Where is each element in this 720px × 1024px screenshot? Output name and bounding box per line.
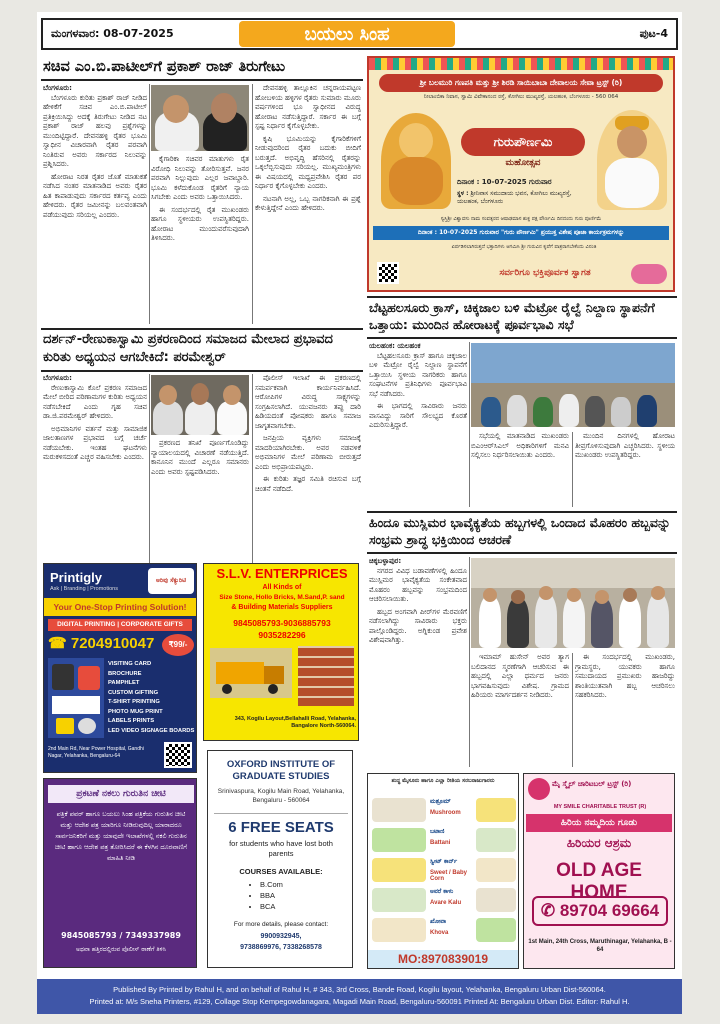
service-item: PAMPHLET: [108, 680, 140, 686]
notice-phones: 9845085793 / 7349337989: [61, 931, 181, 940]
course-item: • BBA: [260, 890, 320, 901]
notice-box: [43, 778, 197, 968]
product-image: [476, 798, 516, 822]
article-3-body-col-2: ಸಭೆಯಲ್ಲಿ ಮಾತನಾಡಿದ ಮುಖಂಡರು ಬಿಎಂಆರ್‌ಸಿಎಲ್ ಅಧಿಕಾರಿಗಳಿಗೆ ಮನವಿ ಸಲ್ಲಿಸಲು ನಿರ್ಧರಿಸಲಾಯಿತು ಎಂದರು.: [471, 432, 569, 459]
slv-line2: Size Stone, Hollo Bricks, M.Sand,P. sand: [219, 594, 345, 601]
event-banner: ದಿನಾಂಕ : 10-07-2025 ಗುರುವಾರ "ಗುರು ಪೌರ್ಣಮಿ" ಪ್ರಯುಕ್ತ ವಿಶೇಷ ಪೂಜಾ ಕಾರ್ಯಕ್ರಮಗಳನ್ನು: [373, 226, 669, 240]
article-4-body-col-3: ಈ ಸಂದರ್ಭದಲ್ಲಿ ಮುಖಂಡರು, ಗ್ರಾಮಸ್ಥರು, ಯುವಕರು ಹಾಗೂ ಸಮುದಾಯದ ಪ್ರಮುಖರು ಹಾಜರಿದ್ದು ಶಾಂತಿಯುತವಾಗಿ ಹಬ್ಬ ಆಚರಿಸಲು ಸಹಕರಿಸಿದರು.: [575, 653, 675, 699]
product-name-kannada: ಮಶ್ರೂಮ್: [430, 798, 451, 805]
printigly-sub: DIGITAL PRINTING | CORPORATE GIFTS: [48, 619, 192, 631]
article-3-body-col-3: ಮುಂದಿನ ದಿನಗಳಲ್ಲಿ ಹೋರಾಟ ತೀವ್ರಗೊಳಿಸುವುದಾಗಿ ಎಚ್ಚರಿಸಿದರು. ಸ್ಥಳೀಯ ಮುಖಂಡರು ಉಪಸ್ಥಿತರಿದ್ದರು.: [575, 432, 675, 459]
gurupurnima-badge: ಗುರುಪೌರ್ಣಮಿ: [461, 128, 585, 156]
newspaper-page: [37, 12, 682, 1014]
newspaper-title: ಬಯಲು ಸಿಂಹ: [239, 21, 455, 47]
printigly-ad: [43, 563, 197, 773]
service-item: BROCHURE: [108, 670, 142, 677]
imprint-footer: [37, 979, 682, 1014]
oxford-phone2: 9738869976, 7338268578: [240, 944, 322, 951]
slv-enterprises-ad: [203, 563, 359, 741]
oxford-ad: [207, 750, 353, 968]
product-image: [372, 888, 426, 912]
dairy-product-row: [372, 826, 516, 854]
dairy-product-row: [372, 886, 516, 914]
old-age-phone: [532, 896, 668, 926]
truck-icon: [210, 648, 292, 698]
printigly-phone: [48, 634, 154, 652]
article-1-headline: ಸಚಿವ ಎಂ.ಬಿ.ಪಾಟೀಲ್‌ಗೆ ಪ್ರಕಾಶ್ ರಾಜ್ ತಿರುಗೇಟು: [43, 59, 286, 75]
divider: [41, 79, 363, 81]
course-item: • B.Com: [260, 879, 320, 890]
product-image: [476, 858, 516, 882]
dairy-products-ad: [367, 773, 519, 969]
slv-name: S.L.V. ENTERPRICES: [216, 566, 348, 581]
dairy-phone: MO:8970839019: [368, 950, 518, 968]
old-age-home-title: OLD AGE HOME: [556, 860, 642, 903]
printigly-brand: Printigly: [50, 570, 103, 585]
old-age-address: 1st Main, 24th Cross, Maruthinagar, Yelahanka, B - 64: [528, 939, 672, 953]
trust-name: ಶ್ರೀ ಬಲಮುರಿ ಗಣಪತಿ ಮತ್ತು ಶ್ರೀ ಶಿರಡಿ ಸಾಯಿಬಾಬಾ ದೇವಾಲಯ ಸೇವಾ ಟ್ರಸ್ಟ್ (ರಿ): [379, 74, 663, 92]
badge-subtitle: ಮಹೋತ್ಸವ: [505, 158, 541, 168]
page-number: ಪುಟ-4: [639, 27, 668, 40]
phone-icon: ☎: [48, 635, 67, 652]
free-seats: 6 FREE SEATS: [228, 819, 334, 836]
oxford-name: OXFORD INSTITUTE OF GRADUATE STUDIES: [226, 759, 336, 782]
footer-line-2: Printed at: M/s Sneha Printers, #129, Collage Stop Kempegowdanagara, Magadi Main Road, Bengaluru-560091 Printed At: Bengaluru Urban Dist. Editor: Rahul H.: [89, 997, 630, 1006]
product-image: [372, 828, 426, 852]
article-3-headline: ಬೆಟ್ಟಹಲಸೂರು ಕ್ರಾಸ್, ಚಿಕ್ಕಜಾಲ ಬಳಿ ಮೆಟ್ರೋ ರೈಲ್ವೆ ನಿಲ್ದಾಣ ಸ್ಥಾಪನೆಗೆ ಒತ್ತಾಯ: ಮುಂದಿನ ಹೋರಾಟಕ್ಕೆ ಪೂರ್ವಭಾವಿ ಸಭೆ: [369, 300, 655, 332]
flowers-icon: [631, 264, 667, 284]
event-venue: [457, 190, 591, 206]
article-4-headline: ಹಿಂದೂ ಮುಸ್ಲಿಮರ ಭಾವೈಕ್ಯತೆಯ ಹಬ್ಬಗಳಲ್ಲಿ ಒಂದಾದ ಮೊಹರಂ ಹಬ್ಬವನ್ನು ಸಂಭ್ರಮ ಶ್ರಾದ್ಧ ಭಕ್ತಿಯಿಂದ ಆಚರಣೆ: [369, 515, 671, 547]
service-item: T-SHIRT PRINTING: [108, 699, 160, 705]
product-image: [372, 858, 426, 882]
article-2-headline: ದರ್ಶನ್-ರೇಣುಕಾಸ್ವಾಮಿ ಪ್ರಕರಣದಿಂದ ಸಮಾಜದ ಮೇಲಾದ ಪ್ರಭಾವದ ಕುರಿತು ಅಧ್ಯಯನ ಆಗಬೇಕಿದೆ: ಪರಮೇಶ್ವರ್: [43, 332, 333, 365]
product-name-kannada: ಅವರೆ ಕಾಳು: [430, 888, 454, 895]
product-image: [476, 918, 516, 942]
phone-number: 7204910047: [70, 635, 155, 652]
phone-icon: ✆: [540, 901, 556, 920]
article-2-body-col-1: ಬೆಂಗಳೂರು: ರೇಣುಕಾಸ್ವಾಮಿ ಕೊಲೆ ಪ್ರಕರಣ ಸಮಾಜದ ಮೇಲೆ ಬೀರಿದ ಪರಿಣಾಮಗಳ ಕುರಿತು ಅಧ್ಯಯನ ನಡೆಸಬೇಕಿದೆ ಎಂದು ಗೃಹ ಸಚಿವ ಡಾ.ಜಿ.ಪರಮೇಶ್ವರ್ ಹೇಳಿದರು. ಅಭಿಮಾನಿಗಳ ವರ್ತನೆ ಮತ್ತು ಸಾಮಾಜಿಕ ಜಾಲತಾಣಗಳ ಪ್ರಭಾವದ ಬಗ್ಗೆ ಚರ್ಚೆ ನಡೆಯಬೇಕು. ಇಂತಹ ಘಟನೆಗಳು ಮರುಕಳಿಸದಂತೆ ಎಚ್ಚರ ವಹಿಸಬೇಕು ಎಂದರು.: [43, 374, 147, 461]
product-image: [476, 828, 516, 852]
ad-invite-text: ಏರ್ಪಡಿಸಲಾಗಿರುತ್ತದೆ ಭಕ್ತಾದಿಗಳು ಆಗಮಿಸಿ ಶ್ರೀ ಗುರುವಿನ ಕೃಪೆಗೆ ಪಾತ್ರರಾಗಬೇಕೆಂದು ವಿನಂತಿ: [451, 244, 597, 250]
gurupurnima-ad: [367, 56, 675, 292]
article-4-body-col-1: ಚಿಕ್ಕಬಳ್ಳಾಪುರ: ನಗರದ ವಿವಿಧ ಬಡಾವಣೆಗಳಲ್ಲಿ ಹಿಂದೂ ಮುಸ್ಲಿಮರ ಭಾವೈಕ್ಯತೆಯ ಸಂಕೇತವಾದ ಮೊಹರಂ ಹಬ್ಬವನ್ನು ಸಂಭ್ರಮದಿಂದ ಆಚರಿಸಲಾಯಿತು. ಹಬ್ಬದ ಅಂಗವಾಗಿ ಪೀರ್‌ಗಳ ಮೆರವಣಿಗೆ ನಡೆಸಲಾಗಿದ್ದು ಸಾವಿರಾರು ಭಕ್ತರು ಪಾಲ್ಗೊಂಡಿದ್ದರು. ಅಗ್ನಿಕುಂಡ ಪ್ರವೇಶ ವಿಶೇಷವಾಗಿತ್ತು.: [369, 557, 467, 644]
partner-logo: ಅರಿವು ಸೆಕ್ಯುರಿಟಿ: [148, 568, 194, 594]
article-2-body-col-3: ಪೊಲೀಸ್ ಇಲಾಖೆ ಈ ಪ್ರಕರಣದಲ್ಲಿ ಸಮರ್ಪಕವಾಗಿ ಕಾರ್ಯನಿರ್ವಹಿಸಿದೆ. ಆರೋಪಿಗಳ ವಿರುದ್ಧ ಸಾಕ್ಷ್ಯಗಳನ್ನು ಸಂಗ್ರಹಿಸಲಾಗಿದೆ. ಯುವಜನರು ತಪ್ಪು ದಾರಿ ಹಿಡಿಯದಂತೆ ಪೋಷಕರು ಹಾಗೂ ಸಮಾಜ ಜಾಗೃತವಾಗಬೇಕು. ಜನಪ್ರಿಯ ವ್ಯಕ್ತಿಗಳು ಸಮಾಜಕ್ಕೆ ಮಾದರಿಯಾಗಿರಬೇಕು. ಅವರ ನಡವಳಿಕೆ ಅಭಿಮಾನಿಗಳ ಮೇಲೆ ಪರಿಣಾಮ ಬೀರುತ್ತದೆ ಎಂದು ಅಭಿಪ್ರಾಯಪಟ್ಟರು. ಈ ಕುರಿತು ತಜ್ಞರ ಸಮಿತಿ ರಚಿಸುವ ಬಗ್ಗೆ ಚಿಂತನೆ ನಡೆದಿದೆ.: [255, 374, 361, 493]
course-list: [260, 879, 320, 912]
product-name-kannada: ಖೋವಾ: [430, 918, 447, 925]
oxford-address: Srinivaspura, Kogilu Main Road, Yelahanka, Bengaluru - 560064: [217, 788, 345, 804]
slv-address: 343, Kogilu Layout,Bellahalli Road, Yelahanka, Bangalore North-560064.: [234, 716, 356, 729]
slv-line3: & Building Materials Suppliers: [231, 604, 333, 611]
notice-title: ಪ್ರಕಟಣೆ ನಕಲು ಗುರುತಿನ ಚೀಟಿ: [48, 785, 194, 803]
printed-products-icon: [48, 658, 104, 738]
welcome-text: ಸರ್ವರಿಗೂ ಭಕ್ತಿಪೂರ್ವಕ ಸ್ವಾಗತ: [499, 268, 591, 278]
product-name-english: Sweet / Baby Corn: [430, 870, 468, 882]
qr-code-icon: [377, 262, 399, 284]
product-name-kannada: ಬಟಾಣಿ: [430, 828, 445, 835]
printigly-headline: Your One-Stop Printing Solution!: [44, 598, 196, 616]
product-name-kannada: ಸ್ವೀಟ್ ಕಾರ್ನ್: [430, 858, 458, 865]
service-item: CUSTOM GIFTING: [108, 689, 159, 696]
prakash-raj-photo: [151, 85, 249, 151]
notice-body: ಪತ್ರಿಕೆ ಪವರ್ ಹಾಗೂ ಬಯಲು ಸಿಂಹ ಪತ್ರಿಕೆಯ ಗುರುತಿನ ಚೀಟಿ ಮತ್ತು ಆದೇಶ ಪತ್ರ ಯಾರಿಗೂ ನೀಡಿರುವುದಿಲ್ಲ ಯಾರಾದರೂ ಸಾರ್ವಜನಿಕರಿಗೆ ಮತ್ತು ಯಾವುದೇ ಇಲಾಖೆಗಳಲ್ಲಿ ನಕಲಿ ಗುರುತಿನ ಚೀಟಿ ಹಾಗೂ ಆದೇಶ ಪತ್ರ ತೋರಿಸಿದರೆ ಈ ಕೆಳಗಿನ ದೂರವಾಣಿಗೆ ಮಾಹಿತಿ ನೀಡಿ: [54, 810, 188, 862]
product-image: [476, 888, 516, 912]
article-3-body-col-1: ಯಲಹಂಕ: ಯಲಹಂಕ ಬೆಟ್ಟಹಲಸೂರು ಕ್ರಾಸ್ ಹಾಗೂ ಚಿಕ್ಕಜಾಲ ಬಳಿ ಮೆಟ್ರೋ ರೈಲ್ವೆ ನಿಲ್ದಾಣ ಸ್ಥಾಪನೆಗೆ ಒತ್ತಾಯಿಸಿ ಸ್ಥಳೀಯ ನಾಗರಿಕರು ಹಾಗೂ ಸಂಘಟನೆಗಳ ಪ್ರತಿನಿಧಿಗಳು ಪೂರ್ವಭಾವಿ ಸಭೆ ನಡೆಸಿದರು. ಈ ಭಾಗದಲ್ಲಿ ಸಾವಿರಾರು ಜನರು ವಾಸವಿದ್ದು ಸಾರಿಗೆ ಸೌಲಭ್ಯದ ಕೊರತೆ ಎದುರಿಸುತ್ತಿದ್ದಾರೆ.: [369, 342, 467, 429]
masthead: [41, 18, 678, 50]
trust-name-english: MY SMILE CHARITABLE TRUST (R): [553, 804, 647, 810]
venue-text: ಶ್ರೀನಿವಾಸ ಸಮುದಾಯ ಭವನ, ಕೋಗಿಲು ಮುಖ್ಯರಸ್ತೆ, ಯಲಹಂಕ, ಬೆಂಗಳೂರು: [457, 190, 572, 205]
dairy-product-row: [372, 916, 516, 944]
service-item: LABELS PRINTS: [108, 718, 155, 724]
article-1-body-col-1: ಬೆಂಗಳೂರು: ಬೆಂಗಳೂರು ಕುರಿತು ಪ್ರಕಾಶ್ ರಾಜ್ ನೀಡಿದ ಹೇಳಿಕೆಗೆ ಸಚಿವ ಎಂ.ಬಿ.ಪಾಟೀಲ್ ಪ್ರತಿಕ್ರಿಯಿಸಿದ್ದು ಅದಕ್ಕೆ ತಿರುಗೇಟು ನೀಡಿದ ನಟ ಪ್ರಕಾಶ್ ರಾಜ್ ಹಲವು ಪ್ರಶ್ನೆಗಳನ್ನು ಮುಂದಿಟ್ಟಿದ್ದಾರೆ. ದೇವನಹಳ್ಳಿ ರೈತರ ಭೂಮಿ ಸ್ವಾಧೀನ ವಿಚಾರವಾಗಿ ರೈತರ ಪರವಾಗಿ ನಿಂತಿರುವ ಅವರು ಸರ್ಕಾರದ ನಿಲುವನ್ನು ಪ್ರಶ್ನಿಸಿದರು. ಹೋರಾಟ ನಿರತ ರೈತರ ಜೊತೆ ಮಾತುಕತೆ ನಡೆಸಿದ ನಂತರ ಮಾತನಾಡಿದ ಅವರು ರೈತರ ಹಿತ ಕಾಪಾಡುವುದು ಸರ್ಕಾರದ ಕರ್ತವ್ಯ ಎಂದು ಹೇಳಿದರು. ರೈತರ ಜಮೀನನ್ನು ಬಲವಂತವಾಗಿ ಪಡೆಯುವುದು ಸರಿಯಲ್ಲ ಎಂದರು.: [43, 84, 147, 219]
product-name-english: Khova: [430, 930, 449, 936]
event-date: ದಿನಾಂಕ : 10-07-2025 ಗುರುವಾರ: [457, 178, 552, 186]
dateline: ಬೆಂಗಳೂರು:: [43, 374, 72, 382]
dairy-product-row: [372, 796, 516, 824]
slv-phone2: 9035282296: [258, 630, 306, 640]
article-4-body-col-2: ಇಮಾಮ್ ಹುಸೇನ್ ಅವರ ತ್ಯಾಗ ಬಲಿದಾನದ ಸ್ಮರಣೆಗಾಗಿ ಆಚರಿಸುವ ಈ ಹಬ್ಬದಲ್ಲಿ ಎಲ್ಲಾ ಧರ್ಮದ ಜನರು ಭಾಗವಹಿಸುವುದು ವಿಶೇಷ. ಗ್ರಾಮದ ಹಿರಿಯರು ಮಾರ್ಗದರ್ಶನ ನೀಡಿದರು.: [471, 653, 569, 699]
footer-line-1: Published By Printed by Rahul H, and on behalf of Rahul H, # 343, 3rd Cross, Bande Road, Kogilu layout, Yelahanka, Bengaluru Urban Dist-560064.: [113, 985, 606, 994]
trust-name-kannada: ಮೈ ಸ್ಮೈಲ್ ಚಾರಿಟಬಲ್ ಟ್ರಸ್ಟ್ (ರಿ): [552, 780, 632, 788]
product-image: [372, 918, 426, 942]
seats-subtitle: for students who have lost both parents: [229, 839, 333, 858]
trust-address: ನೀಲಾಂಬಿಕಾ ನಿವಾಸ, ಸ್ವಾಮಿ ವಿವೇಕಾನಂದ ರಸ್ತೆ, ಕೋಗಿಲು ಮುಖ್ಯರಸ್ತೆ, ಯಲಹಂಕ, ಬೆಂಗಳೂರು - 560 064: [423, 94, 619, 100]
printigly-address: 2nd Main Rd, Near Power Hospital, Gandhi Nagar, Yelahanka, Bengaluru-64: [48, 746, 144, 759]
kannada-subtitle: ಹಿರಿಯರ ಆಶ್ರಮ: [566, 836, 632, 850]
courses-label: COURSES AVAILABLE:: [239, 867, 323, 876]
printigly-services: [108, 660, 196, 736]
article-2-body-col-2: ಪ್ರಕರಣದ ತನಿಖೆ ಪೂರ್ಣಗೊಂಡಿದ್ದು ನ್ಯಾಯಾಲಯದಲ್ಲಿ ವಿಚಾರಣೆ ನಡೆಯುತ್ತಿದೆ. ಕಾನೂನಿನ ಮುಂದೆ ಎಲ್ಲರೂ ಸಮಾನರು ಎಂದು ಅವರು ಸ್ಪಷ್ಟಪಡಿಸಿದರು.: [151, 439, 249, 476]
dairy-product-row: [372, 856, 516, 884]
kannada-title: ಹಿರಿಯ ನಮ್ಮದಿಯ ಗೂಡು: [526, 814, 672, 832]
notice-footer: ಅಥವಾ ಹತ್ತಿರದಲ್ಲಿರುವ ಪೊಲೀಸ್ ಠಾಣೆಗೆ ತಿಳಿಸಿ: [76, 946, 166, 953]
product-name-english: Mushroom: [430, 810, 461, 816]
article-1-body-col-3: ದೇವನಹಳ್ಳಿ ತಾಲ್ಲೂಕಿನ ಚನ್ನರಾಯಪಟ್ಟಣ ಹೋಬಳಿಯ ಹಳ್ಳಿಗಳ ರೈತರು ಸುಮಾರು ಮೂರು ವರ್ಷಗಳಿಂದ ಭೂ ಸ್ವಾಧೀನದ ವಿರುದ್ಧ ಹೋರಾಟ ನಡೆಸುತ್ತಿದ್ದಾರೆ. ಸರ್ಕಾರ ಈ ಬಗ್ಗೆ ಸ್ಪಷ್ಟ ನಿರ್ಧಾರ ಕೈಗೊಳ್ಳಬೇಕು. ಕೃಷಿ ಭೂಮಿಯನ್ನು ಕೈಗಾರಿಕೆಗಳಿಗೆ ನೀಡುವುದರಿಂದ ರೈತರ ಬದುಕು ಬೀದಿಗೆ ಬರುತ್ತದೆ. ಅಭಿವೃದ್ಧಿ ಹೆಸರಿನಲ್ಲಿ ರೈತರನ್ನು ಒಕ್ಕಲೆಬ್ಬಿಸುವುದು ಸರಿಯಲ್ಲ. ಮುಖ್ಯಮಂತ್ರಿಗಳು ಈ ವಿಷಯದಲ್ಲಿ ಮಧ್ಯಪ್ರವೇಶಿಸಿ ರೈತರ ಪರ ನಿರ್ಧಾರ ಕೈಗೊಳ್ಳಬೇಕು ಎಂದರು. ನಟನಾಗಿ ಅಲ್ಲ, ಒಬ್ಬ ನಾಗರಿಕನಾಗಿ ಈ ಪ್ರಶ್ನೆ ಕೇಳುತ್ತಿದ್ದೇನೆ ಎಂದು ಹೇಳಿದರು.: [255, 84, 361, 212]
article-1-body-col-2: ಕೈಗಾರಿಕಾ ಸಚಿವರ ಮಾತುಗಳು ರೈತ ವಿರೋಧಿ ನಿಲುವನ್ನು ತೋರಿಸುತ್ತವೆ. ಜನರ ಪರವಾಗಿ ನಿಲ್ಲುವುದು ಎಲ್ಲರ ಜವಾಬ್ದಾರಿ. ಭೂಮಿ ಕಳೆದುಕೊಂಡ ರೈತರಿಗೆ ನ್ಯಾಯ ಸಿಗಬೇಕು ಎಂದು ಅವರು ಒತ್ತಾಯಿಸಿದರು. ಈ ಸಂದರ್ಭದಲ್ಲಿ ರೈತ ಮುಖಂಡರು ಹಾಗೂ ಸ್ಥಳೀಯರು ಉಪಸ್ಥಿತರಿದ್ದರು. ಹೋರಾಟ ಮುಂದುವರೆಸುವುದಾಗಿ ತಿಳಿಸಿದರು.: [151, 155, 249, 242]
service-item: LED VIDEO SIGNAGE BOARDS: [108, 727, 195, 734]
printigly-tagline: Ask | Branding | Promotions: [50, 586, 118, 592]
dateline: ಯಲಹಂಕ: ಯಲಹಂಕ: [369, 342, 421, 350]
dateline: ಬೆಂಗಳೂರು:: [43, 84, 72, 92]
price-badge: ₹99/-: [162, 634, 194, 656]
meeting-photo: [471, 343, 675, 427]
product-name-english: Battani: [430, 840, 451, 846]
oxford-phone1: 9900932945,: [260, 933, 302, 940]
parameshwar-photo: [151, 375, 249, 435]
smile-logo-icon: [528, 778, 550, 800]
slv-phones: 9845085793-9036885793: [233, 618, 331, 628]
sai-baba-icon: [597, 110, 667, 210]
ganesha-icon: [381, 113, 451, 209]
dateline: ಚಿಕ್ಕಬಳ್ಳಾಪುರ:: [369, 557, 402, 565]
contact-label: For more details, please contact:: [233, 921, 329, 928]
dairy-intro: ಶುದ್ಧ ಮೈಸೂರು ಹಾಗೂ ಎಲ್ಲಾ ರೀತಿಯ ಸರಬರಾಜುಗಾರರು: [391, 778, 495, 784]
old-age-home-ad: [523, 773, 675, 969]
product-name-english: Avare Kalu: [430, 900, 462, 906]
product-image: [372, 798, 426, 822]
service-item: PHOTO MUG PRINT: [108, 708, 163, 715]
service-item: VISITING CARD: [108, 661, 152, 667]
venue-label: ಸ್ಥಳ :: [457, 190, 469, 197]
ad-description: ಸ್ವಸ್ತಿಶ್ರೀ ವಿಶ್ವಾವಸು ನಾಮ ಸಂವತ್ಸರದ ಆಷಾಢಮಾಸ ಶುಕ್ಲ ಪಕ್ಷ ಪೌರ್ಣಮಿ ದಿನದಂದು ಗುರು ಪೂರ್ಣಿಮೆ: [440, 216, 602, 222]
slv-line1: All Kinds of: [262, 584, 302, 591]
muharram-photo: [471, 558, 675, 648]
issue-date: ಮಂಗಳವಾರ: 08-07-2025: [51, 27, 174, 40]
qr-code-icon: [164, 742, 192, 768]
phone-number: 89704 69664: [559, 901, 660, 920]
course-item: • BCA: [260, 901, 320, 912]
bricks-icon: [298, 646, 354, 706]
